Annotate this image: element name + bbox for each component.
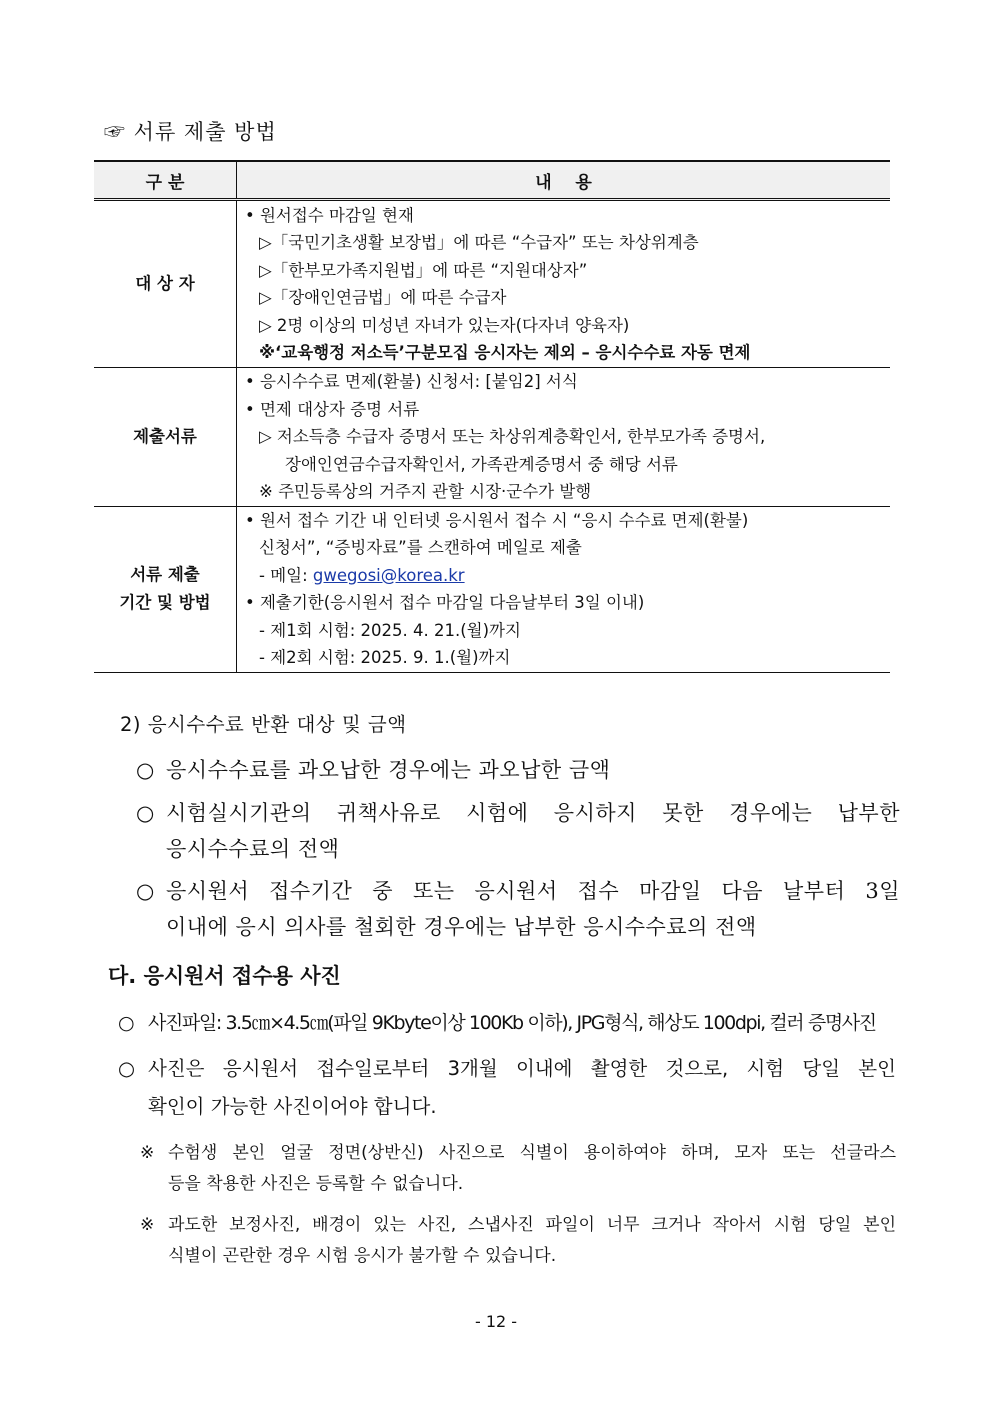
refund-item bbox=[136, 795, 900, 867]
content-line-text: ▷「국민기초생활 보장법」에 따른 “수급자” 또는 차상위계층 bbox=[259, 233, 699, 252]
photo-requirement-item bbox=[118, 1050, 896, 1126]
item-line: 응시원서 접수기간 중 또는 응시원서 접수 마감일 다음 날부터 3일 bbox=[166, 879, 900, 903]
item-line: 시험실시기관의 귀책사유로 시험에 응시하지 못한 경우에는 납부한 bbox=[166, 801, 900, 825]
content-line bbox=[245, 368, 890, 396]
content-line bbox=[245, 451, 890, 479]
content-line bbox=[245, 284, 890, 312]
content-line bbox=[245, 257, 890, 285]
photo-requirement-item bbox=[118, 1004, 896, 1042]
bullet-circle: ○ bbox=[118, 1057, 136, 1080]
content-line-text: ▷「장애인연금법」에 따른 수급자 bbox=[259, 288, 507, 307]
item-line: 사진파일: 3.5㎝×4.5㎝(파일 9Kbyte이상 100Kb 이하), JPG형식, 해상도 100dpi, 컬러 증명사진 bbox=[148, 1012, 876, 1034]
content-line-text: ▷ 2명 이상의 미성년 자녀가 있는자(다자녀 양육자) bbox=[259, 315, 630, 335]
content-line-text: - 메일: bbox=[259, 565, 313, 585]
column-header-content: 내 용 bbox=[237, 161, 891, 200]
content-line bbox=[245, 589, 890, 617]
note-line: 과도한 보정사진, 배경이 있는 사진, 스냅사진 파일이 너무 크거나 작아서 시험 당일 본인 bbox=[168, 1215, 896, 1235]
row-category: 제출서류 bbox=[94, 368, 237, 507]
note-mark: ※ bbox=[140, 1143, 155, 1163]
content-line-text: ※‘교육행정 저소득’구분모집 응시자는 제외 – 응시수수료 자동 면제 bbox=[259, 343, 751, 362]
section-2-title: 2) 응시수수료 반환 대상 및 금액 bbox=[120, 713, 407, 736]
content-line bbox=[245, 478, 890, 506]
note-line: 등을 착용한 사진은 등록할 수 없습니다. bbox=[168, 1174, 464, 1194]
page-number: - 12 - bbox=[474, 1312, 518, 1331]
bullet-circle: ○ bbox=[118, 1012, 134, 1034]
table-row bbox=[94, 200, 890, 368]
photo-note bbox=[140, 1138, 896, 1200]
item-line: 응시수수료의 전액 bbox=[166, 837, 340, 861]
bullet-circle: ○ bbox=[136, 801, 155, 825]
content-line bbox=[245, 562, 890, 590]
content-line bbox=[245, 202, 890, 230]
content-line bbox=[245, 644, 890, 672]
section-d-title: 다. 응시원서 접수용 사진 bbox=[108, 964, 341, 988]
item-line: 응시수수료를 과오납한 경우에는 과오납한 금액 bbox=[166, 758, 611, 782]
content-line-text: • 원서접수 마감일 현재 bbox=[245, 205, 414, 225]
row-category: 서류 제출 기간 및 방법 bbox=[94, 506, 237, 672]
item-line: 이내에 응시 의사를 철회한 경우에는 납부한 응시수수료의 전액 bbox=[166, 915, 757, 939]
row-content bbox=[237, 368, 891, 507]
content-line-text: ※ 주민등록상의 거주지 관할 시장·군수가 발행 bbox=[259, 482, 592, 501]
content-line-text: - 제1회 시험: 2025. 4. 21.(월)까지 bbox=[259, 620, 521, 640]
photo-note bbox=[140, 1210, 896, 1272]
content-line-text: ▷「한부모가족지원법」에 따른 “지원대상자” bbox=[259, 260, 588, 280]
content-line-text: • 면제 대상자 증명 서류 bbox=[245, 399, 420, 419]
section-heading: ☞ 서류 제출 방법 bbox=[104, 120, 277, 144]
email-link[interactable]: gwegosi@korea.kr bbox=[312, 565, 465, 585]
content-line-text: • 응시수수료 면제(환불) 신청서: [붙임2] 서식 bbox=[245, 372, 578, 391]
content-line-text: • 원서 접수 기간 내 인터넷 응시원서 접수 시 “응시 수수료 면제(환불) bbox=[245, 510, 749, 530]
content-line bbox=[245, 312, 890, 340]
content-line bbox=[245, 617, 890, 645]
row-content bbox=[237, 200, 891, 368]
item-line: 사진은 응시원서 접수일로부터 3개월 이내에 촬영한 것으로, 시험 당일 본인 bbox=[148, 1057, 896, 1080]
submission-table bbox=[94, 160, 890, 673]
item-line: 확인이 가능한 사진이어야 합니다. bbox=[148, 1095, 437, 1118]
content-line-text: 장애인연금수급자확인서, 가족관계증명서 중 해당 서류 bbox=[285, 454, 678, 474]
content-line bbox=[245, 339, 890, 367]
content-line bbox=[245, 229, 890, 257]
content-line bbox=[245, 507, 890, 535]
content-line-text: • 제출기한(응시원서 접수 마감일 다음날부터 3일 이내) bbox=[245, 593, 645, 612]
content-line bbox=[245, 534, 890, 562]
content-line bbox=[245, 396, 890, 424]
column-header-category: 구 분 bbox=[94, 161, 237, 200]
content-line bbox=[245, 423, 890, 451]
refund-item bbox=[136, 752, 900, 788]
table-row bbox=[94, 506, 890, 672]
note-mark: ※ bbox=[140, 1215, 155, 1235]
note-line: 수험생 본인 얼굴 정면(상반신) 사진으로 식별이 용이하여야 하며, 모자 또는 선글라스 bbox=[168, 1143, 896, 1163]
content-line-text: - 제2회 시험: 2025. 9. 1.(월)까지 bbox=[259, 648, 511, 667]
table-row bbox=[94, 368, 890, 507]
refund-item bbox=[136, 873, 900, 945]
bullet-circle: ○ bbox=[136, 758, 155, 782]
content-line-text: ▷ 저소득층 수급자 증명서 또는 차상위계층확인서, 한부모가족 증명서, bbox=[259, 427, 766, 446]
content-line-text: 신청서”, “증빙자료”를 스캔하여 메일로 제출 bbox=[259, 538, 582, 557]
note-line: 식별이 곤란한 경우 시험 응시가 불가할 수 있습니다. bbox=[168, 1246, 557, 1266]
row-content bbox=[237, 506, 891, 672]
row-category: 대 상 자 bbox=[94, 200, 237, 368]
bullet-circle: ○ bbox=[136, 879, 155, 903]
